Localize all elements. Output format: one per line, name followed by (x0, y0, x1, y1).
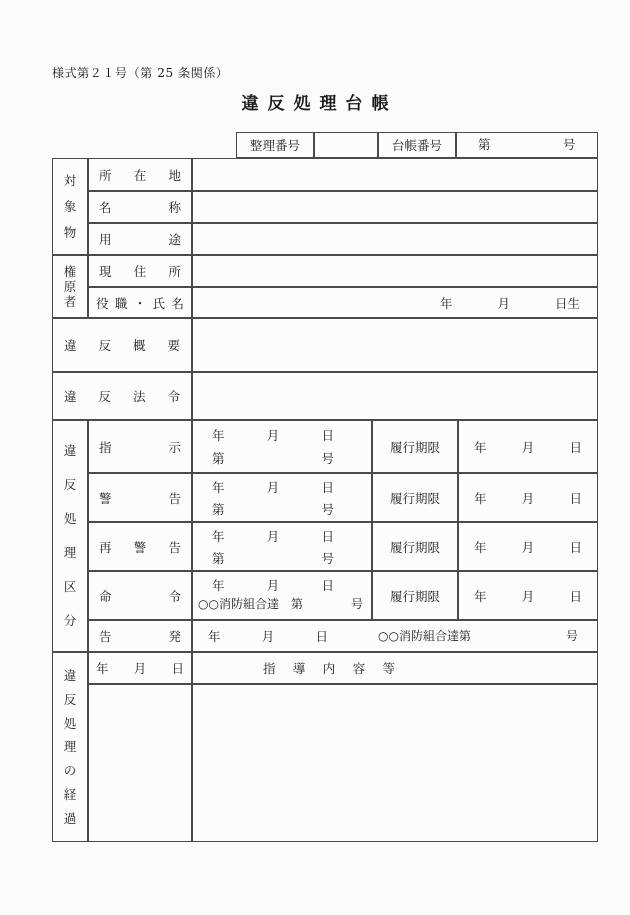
warning-deadline-year-label: 年 (474, 490, 487, 506)
accusation-issuer-text: ○○消防組合達第 (378, 629, 471, 643)
title-name-label (88, 287, 192, 318)
violation-summary-value-cell[interactable] (192, 318, 598, 372)
violation-summary-label (52, 318, 192, 372)
history-content-body-cell[interactable] (192, 684, 598, 842)
violation-summary-label-char-1: 反 (98, 338, 111, 353)
history-date-year-label: 年 (96, 661, 109, 676)
rewarning-date-run (212, 525, 334, 547)
warning-label (88, 473, 192, 522)
warning-date-year-label: 年 (212, 480, 225, 495)
instruction-deadline-label: 履行期限 (389, 439, 440, 455)
accusation-issuer-suffix: 号 (566, 629, 579, 643)
daicho-number-suffix: 号 (563, 137, 576, 152)
accusation-label (88, 620, 192, 652)
warning-deadline-run (474, 473, 582, 522)
warning-date-month-label: 月 (266, 480, 280, 495)
rights-holder-group-char-0: 権 (63, 263, 77, 279)
processing-history-group-char-6: 過 (63, 810, 77, 826)
violation-summary-label-char-3: 要 (167, 338, 180, 353)
location-label-char-1: 在 (133, 167, 147, 183)
order-date-run (212, 574, 334, 596)
violation-summary-label-char-0: 違 (64, 338, 77, 353)
violation-law-label (52, 372, 192, 420)
history-content-header (263, 652, 395, 684)
processing-category-group-char-0: 違 (63, 443, 77, 459)
rewarning-number-prefix: 第 (212, 551, 225, 566)
violation-law-label-char-1: 反 (98, 389, 111, 404)
history-content-header-cell (192, 652, 598, 684)
title-name-label-char-0: 役 (96, 295, 109, 311)
violation-law-label-char-0: 違 (64, 389, 77, 404)
rewarning-deadline-run (474, 522, 582, 571)
rewarning-label-char-1: 警 (133, 539, 147, 555)
warning-number-suffix: 号 (321, 502, 334, 517)
rewarning-label (88, 522, 192, 571)
current-address-label (88, 255, 192, 287)
history-content-header-char-3: 容 (352, 661, 366, 676)
target-object-group-char-1: 象 (63, 198, 77, 214)
target-object-group-char-0: 対 (63, 172, 77, 188)
current-address-label-char-0: 現 (99, 264, 112, 279)
violation-law-value-cell[interactable] (192, 372, 598, 420)
warning-date-day-label: 日 (321, 480, 334, 495)
rewarning-label-char-2: 告 (168, 539, 181, 555)
birth-date-month-label: 月 (497, 295, 510, 311)
instruction-date-year-label: 年 (212, 428, 225, 443)
history-content-header-char-1: 導 (292, 661, 306, 676)
current-address-label-char-1: 住 (133, 264, 147, 279)
title-name-label-char-3: 氏 (152, 295, 166, 311)
warning-deadline-day-label: 日 (569, 490, 582, 506)
instruction-number-prefix: 第 (212, 451, 225, 466)
instruction-number-suffix: 号 (321, 451, 334, 466)
order-deadline-year-label: 年 (474, 588, 487, 604)
warning-deadline-month-label: 月 (521, 490, 535, 506)
rewarning-number-run (212, 547, 334, 569)
instruction-date-month-label: 月 (266, 428, 280, 443)
history-date-month-label: 月 (133, 661, 147, 676)
title-name-label-char-4: 名 (171, 295, 184, 311)
instruction-deadline-year-label: 年 (474, 439, 487, 455)
accusation-date-run (208, 620, 328, 652)
processing-category-group-char-2: 処 (63, 511, 77, 527)
instruction-deadline-run (474, 420, 582, 473)
rights-holder-group-label (52, 255, 88, 318)
name-label (88, 191, 192, 223)
processing-history-group-char-1: 反 (63, 691, 77, 707)
instruction-deadline-month-label: 月 (521, 439, 535, 455)
accusation-date-day-label: 日 (315, 629, 328, 644)
order-date-day-label: 日 (321, 578, 334, 593)
instruction-date-run (212, 424, 334, 446)
rewarning-date-year-label: 年 (212, 529, 225, 544)
history-content-header-char-0: 指 (263, 661, 276, 676)
accusation-label-char-1: 発 (168, 629, 181, 644)
usage-label (88, 223, 192, 255)
order-deadline-month-label: 月 (521, 588, 535, 604)
history-content-header-char-4: 等 (382, 661, 395, 676)
processing-category-group-char-1: 反 (63, 477, 77, 493)
rewarning-deadline-day-label: 日 (569, 539, 582, 555)
instruction-date-day-label: 日 (321, 428, 334, 443)
processing-category-group-char-3: 理 (63, 545, 77, 561)
processing-category-group-label (52, 420, 88, 652)
warning-number-prefix: 第 (212, 502, 225, 517)
history-date-header (96, 652, 184, 684)
accusation-date-month-label: 月 (261, 629, 275, 644)
usage-label-char-0: 用 (99, 232, 112, 247)
accusation-label-char-0: 告 (99, 629, 112, 644)
target-object-group-label (52, 158, 88, 255)
birth-date-year-label: 年 (440, 295, 453, 311)
violation-law-label-char-3: 令 (167, 389, 180, 404)
processing-history-group-char-3: 理 (63, 739, 77, 755)
warning-label-char-0: 警 (99, 490, 112, 506)
current-address-value-cell[interactable] (192, 255, 598, 287)
rewarning-date-day-label: 日 (321, 529, 334, 544)
order-date-year-label: 年 (212, 578, 225, 593)
order-issuer-text: ○○消防組合達 第 号 (198, 597, 363, 611)
instruction-label-char-1: 示 (168, 439, 181, 455)
location-value-cell[interactable] (192, 158, 598, 191)
daicho-number-label: 台帳番号 (391, 138, 442, 153)
name-value-cell[interactable] (192, 191, 598, 223)
seiri-number-label: 整理番号 (249, 138, 300, 153)
location-label-char-0: 所 (99, 167, 112, 183)
processing-history-group-char-2: 処 (63, 715, 77, 731)
instruction-deadline-day-label: 日 (569, 439, 582, 455)
rewarning-deadline-year-label: 年 (474, 539, 487, 555)
order-deadline-label: 履行期限 (389, 588, 440, 604)
order-date-month-label: 月 (266, 578, 280, 593)
processing-category-group-char-4: 区 (63, 579, 77, 595)
rewarning-deadline-label: 履行期限 (389, 539, 440, 555)
order-label (88, 571, 192, 620)
rights-holder-group-char-2: 者 (63, 294, 77, 310)
order-label-char-0: 命 (99, 588, 112, 604)
warning-number-run (212, 498, 334, 520)
order-deadline-run (474, 571, 582, 620)
processing-history-group-char-5: 経 (63, 786, 77, 802)
usage-value-cell[interactable] (192, 223, 598, 255)
instruction-number-run (212, 447, 334, 469)
violation-law-label-char-2: 法 (132, 389, 146, 404)
usage-label-char-1: 途 (168, 232, 181, 247)
order-deadline-day-label: 日 (569, 588, 582, 604)
current-address-label-char-2: 所 (168, 264, 181, 279)
location-label-char-2: 地 (168, 167, 181, 183)
history-date-body-cell[interactable] (88, 684, 192, 842)
name-label-char-1: 称 (168, 200, 181, 215)
daicho-number-prefix: 第 (478, 137, 491, 152)
birth-date-day-label: 日生 (554, 295, 580, 311)
processing-history-group-label (52, 652, 88, 842)
violation-summary-label-char-2: 概 (132, 338, 146, 353)
accusation-date-year-label: 年 (208, 629, 221, 644)
page-title: 違反処理台帳 (241, 94, 398, 114)
name-label-char-0: 名 (99, 200, 112, 215)
warning-label-char-1: 告 (168, 490, 181, 506)
history-content-header-char-2: 内 (322, 661, 336, 676)
processing-history-group-char-4: の (63, 763, 77, 779)
rights-holder-group-char-1: 原 (63, 278, 77, 294)
rewarning-number-suffix: 号 (321, 551, 334, 566)
warning-deadline-label: 履行期限 (389, 490, 440, 506)
processing-category-group-char-5: 分 (63, 613, 77, 629)
instruction-label (88, 420, 192, 473)
birth-date-run (440, 287, 580, 318)
instruction-label-char-0: 指 (99, 439, 112, 455)
seiri-number-value (314, 132, 378, 158)
target-object-group-char-2: 物 (63, 225, 77, 241)
form-number: 様式第２１号（第 25 条関係） (52, 66, 229, 80)
processing-history-group-char-0: 違 (63, 668, 77, 684)
title-name-label-char-2: ・ (133, 295, 147, 311)
location-label (88, 158, 192, 191)
rewarning-label-char-0: 再 (99, 539, 112, 555)
history-date-day-label: 日 (171, 661, 184, 676)
rewarning-date-month-label: 月 (266, 529, 280, 544)
order-label-char-1: 令 (168, 588, 181, 604)
warning-date-run (212, 476, 334, 498)
rewarning-deadline-month-label: 月 (521, 539, 535, 555)
title-name-label-char-1: 職 (114, 295, 128, 311)
